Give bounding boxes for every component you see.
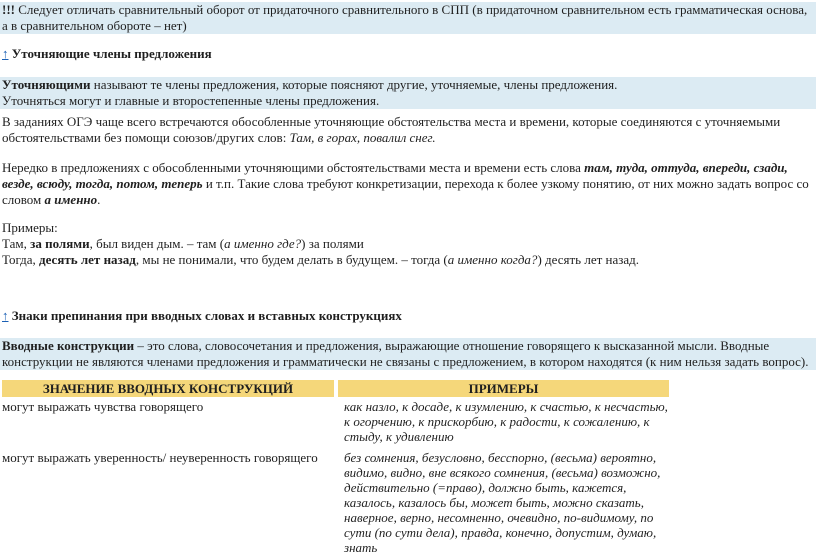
table-row bbox=[2, 397, 669, 448]
table-row bbox=[2, 448, 669, 559]
examples-block bbox=[0, 220, 816, 268]
section-heading-introductory bbox=[0, 308, 816, 324]
key-words: там, туда, оттуда, впереди, сзади, везде, всюду, тогда, потом, теперь bbox=[2, 160, 788, 191]
paragraph-words bbox=[0, 160, 816, 208]
examples-cell: как назло, к досаде, к изумлению, к счастью, к несчастью, к огорчению, к прискорбию, к радости, к сожалению, к стыду, к удивлению bbox=[344, 399, 668, 444]
up-arrow-link[interactable]: ↑ bbox=[2, 46, 9, 61]
definition-text: называют те члены предложения, которые поясняют другие, уточняемые, члены предложения. bbox=[90, 77, 618, 92]
header-examples: ПРИМЕРЫ bbox=[338, 380, 669, 397]
clarifying-definition bbox=[0, 77, 816, 109]
examples-cell: без сомнения, безусловно, бесспорно, (весьма) вероятно, видимо, видно, вне всякого сомнения, (весьма) возможно, действительно (=право), должно быть, кажется, казалось, казалось бы, может быть, можно сказать, наверное, верно, несомненно, очевидно, по-видимому, по сути (по сути дела), правда, конечно, допустим, думаю, знать bbox=[344, 450, 661, 555]
meaning-cell: могут выражать чувства говорящего bbox=[2, 399, 204, 414]
introductory-definition bbox=[0, 338, 816, 370]
example-1: Там, за полями, был виден дым. – там (а именно где?) за полями bbox=[2, 236, 364, 251]
example-2: Тогда, десять лет назад, мы не понимали, что будем делать в будущем. – тогда (а именно когда?) десять лет назад. bbox=[2, 252, 640, 267]
up-arrow-link[interactable]: ↑ bbox=[2, 308, 9, 323]
introductory-table bbox=[2, 380, 669, 559]
period: . bbox=[97, 192, 101, 207]
section-title: Уточняющие члены предложения bbox=[8, 46, 212, 61]
paragraph-oge bbox=[0, 114, 816, 146]
definition-text: – это слова, словосочетания и предложения, выражающие отношение говорящего к высказанной мысли. Вводные конструкции не являются членами предложения и грамматически не связаны с предложением, в котором находятся (к ним нельзя задать вопрос). bbox=[2, 338, 809, 369]
section-heading-clarifying bbox=[0, 46, 816, 62]
example-inline: Там, в горах, повалил снег. bbox=[289, 130, 436, 145]
definition-term: Уточняющими bbox=[2, 77, 91, 92]
key-phrase: а именно bbox=[44, 192, 98, 207]
table-header-row bbox=[2, 380, 669, 397]
note-text: Следует отличать сравнительный оборот от придаточного сравнительного в СПП (в придаточном сравнительном есть грамматическая основа, а в сравнительном обороте – нет) bbox=[2, 2, 808, 33]
examples-label: Примеры: bbox=[2, 220, 58, 235]
meaning-cell: могут выражать уверенность/ неуверенность говорящего bbox=[2, 450, 318, 465]
paragraph-text: и т.п. Такие слова требуют конкретизации, перехода к более узкому понятию, от них можно задать вопрос со словом bbox=[2, 176, 809, 207]
note-block bbox=[0, 2, 816, 34]
header-meaning: ЗНАЧЕНИЕ ВВОДНЫХ КОНСТРУКЦИЙ bbox=[2, 380, 338, 397]
definition-line2: Уточняться могут и главные и второстепенные члены предложения. bbox=[2, 93, 380, 108]
paragraph-text: Нередко в предложениях с обособленными уточняющими обстоятельствами места и времени есть слова bbox=[2, 160, 585, 175]
paragraph-text: В заданиях ОГЭ чаще всего встречаются обособленные уточняющие обстоятельства места и времени, которые соединяются с уточняемыми обстоятельствами без помощи союзов/других слов: bbox=[2, 114, 781, 145]
note-marks: !!! bbox=[2, 2, 15, 17]
definition-term: Вводные конструкции bbox=[2, 338, 135, 353]
section-title: Знаки препинания при вводных словах и вставных конструкциях bbox=[8, 308, 402, 323]
